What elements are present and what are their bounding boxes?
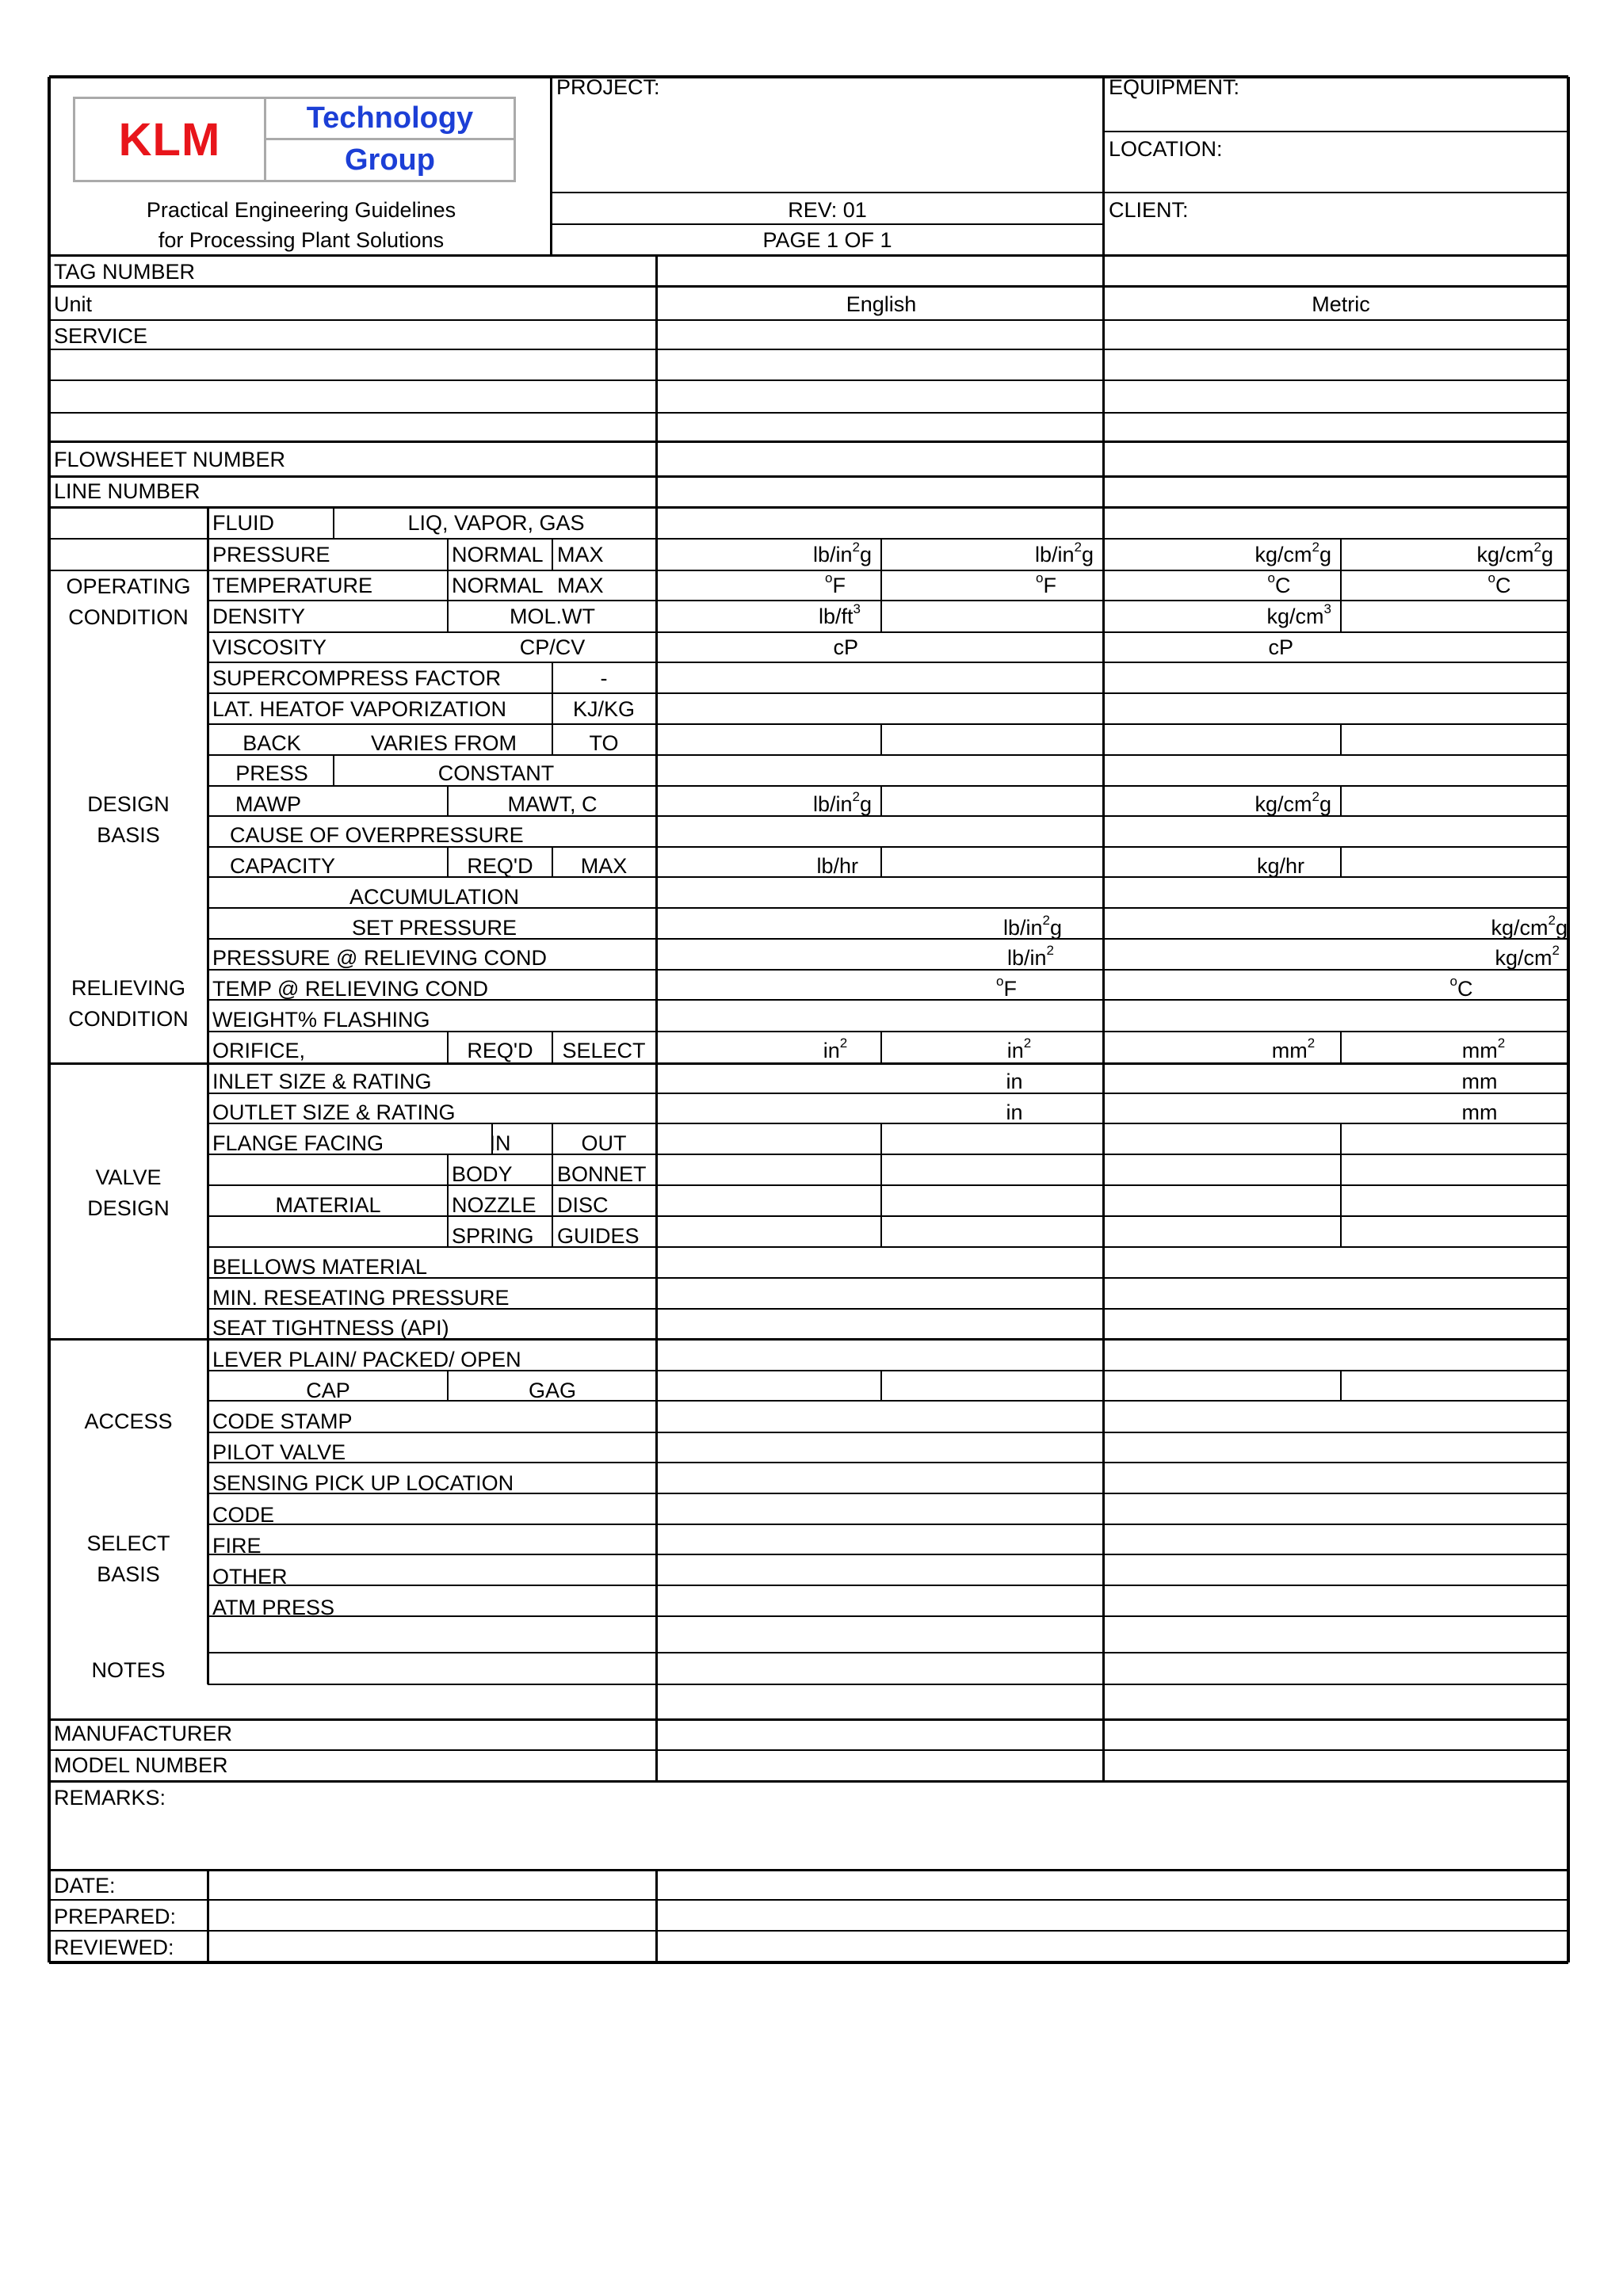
- atm-label: ATM PRESS: [212, 1596, 335, 1619]
- density-label: DENSITY: [212, 605, 306, 628]
- service-label: SERVICE: [54, 324, 148, 348]
- flange-label: FLANGE FACING: [212, 1131, 384, 1155]
- unit-kgcm2g-1: $kg/cm^2g$: [1254, 540, 1331, 566]
- logo-line1: Technology: [306, 101, 474, 135]
- supercompress-label: SUPERCOMPRESS FACTOR: [212, 666, 502, 690]
- subtitle-1: Practical Engineering Guidelines: [146, 198, 456, 222]
- cap-max: MAX: [580, 854, 628, 878]
- section-operating-0: OPERATING: [66, 574, 191, 598]
- sensing-label: SENSING PICK UP LOCATION: [212, 1471, 514, 1495]
- client-label: CLIENT:: [1109, 198, 1189, 222]
- unit-lbin2g-1: $lb/in^2g$: [812, 540, 872, 566]
- logo-line2: Group: [345, 143, 435, 177]
- gag-label: GAG: [528, 1379, 577, 1402]
- set-pressure-label: SET PRESSURE: [351, 916, 517, 940]
- unit-cP-2: cP: [1268, 635, 1293, 659]
- orifice-reqd: REQ'D: [467, 1039, 533, 1062]
- cause-label: CAUSE OF OVERPRESSURE: [230, 823, 524, 847]
- code-stamp-label: CODE STAMP: [212, 1409, 353, 1433]
- unit-in-2: in: [1006, 1100, 1023, 1124]
- kjkg-label: KJ/KG: [572, 697, 636, 721]
- model-label: MODEL NUMBER: [54, 1753, 228, 1777]
- section-design-0: DESIGN: [87, 791, 170, 816]
- unit-rel-F: $^o$F: [996, 974, 1017, 1001]
- reviewed-label: REVIEWED:: [54, 1936, 174, 1959]
- unit-kghr: kg/hr: [1256, 854, 1304, 878]
- supercompress-dash: -: [600, 666, 608, 690]
- seat-label: SEAT TIGHTNESS (API): [212, 1316, 449, 1340]
- accumulation-label: ACCUMULATION: [349, 885, 520, 909]
- section-relieving-1: CONDITION: [68, 1006, 189, 1031]
- section-valve-0: VALVE: [95, 1165, 162, 1189]
- unit-in2-1: $in^2$: [823, 1035, 848, 1062]
- unit-C-2: $^o$C: [1487, 570, 1511, 597]
- project-label: PROJECT:: [556, 75, 660, 99]
- bellows-label: BELLOWS MATERIAL: [212, 1255, 428, 1279]
- metric-label: Metric: [1312, 292, 1370, 316]
- section-select-0: SELECT: [86, 1531, 170, 1555]
- unit-lbft3: $lb/ft^3$: [819, 601, 861, 628]
- unit-in2-2: $in^2$: [1006, 1035, 1032, 1062]
- rev-label: REV: 01: [788, 198, 867, 222]
- english-label: English: [846, 292, 917, 316]
- varies-label: VARIES FROM: [370, 731, 517, 755]
- outlet-label: OUTLET SIZE & RATING: [212, 1100, 456, 1124]
- section-design-1: BASIS: [97, 822, 160, 847]
- fluid-options: LIQ, VAPOR, GAS: [407, 511, 585, 535]
- body-label: BODY: [452, 1162, 513, 1186]
- min-reseat-label: MIN. RESEATING PRESSURE: [212, 1286, 510, 1310]
- unit-F-2: $^o$F: [1036, 570, 1056, 597]
- klm-logo: [73, 97, 516, 182]
- unit-mawp-lb: $lb/in^2g$: [812, 789, 872, 816]
- unit-kgcm2g-2: $kg/cm^2g$: [1476, 540, 1553, 566]
- rel-temp-label: TEMP @ RELIEVING COND: [212, 977, 488, 1001]
- unit-mm2-1: $mm^2$: [1271, 1035, 1316, 1062]
- pressure-max: MAX: [557, 543, 604, 566]
- press-label: PRESS: [235, 761, 308, 785]
- flange-in: IN: [489, 1131, 511, 1155]
- inlet-label: INLET SIZE & RATING: [212, 1070, 432, 1093]
- unit-mm2-2: $mm^2$: [1461, 1035, 1506, 1062]
- unit-set-kg: $kg/cm^2g$: [1491, 913, 1568, 940]
- lever-label: LEVER PLAIN/ PACKED/ OPEN: [212, 1348, 521, 1371]
- unit-set-lb: $lb/in^2g$: [1002, 913, 1062, 940]
- section-select-1: BASIS: [97, 1562, 160, 1586]
- temp-max: MAX: [557, 574, 604, 597]
- remarks-label: REMARKS:: [54, 1786, 166, 1810]
- manufacturer-label: MANUFACTURER: [54, 1722, 233, 1745]
- fire-label: FIRE: [212, 1534, 262, 1558]
- page-label: PAGE 1 OF 1: [762, 228, 892, 252]
- unit-label: Unit: [54, 292, 93, 316]
- unit-rel-C: $^o$C: [1449, 974, 1473, 1001]
- unit-rel-lb: $lb/in^2$: [1007, 943, 1054, 970]
- pilot-label: PILOT VALVE: [212, 1440, 346, 1464]
- line-number-label: LINE NUMBER: [54, 479, 200, 503]
- unit-F-1: $^o$F: [825, 570, 846, 597]
- subtitle-2: for Processing Plant Solutions: [158, 228, 445, 252]
- unit-mawp-kg: $kg/cm^2g$: [1254, 789, 1331, 816]
- unit-kgcm3: $kg/cm^3$: [1266, 601, 1331, 628]
- rel-pressure-label: PRESSURE @ RELIEVING COND: [212, 946, 547, 970]
- temperature-label: TEMPERATURE: [212, 574, 373, 597]
- material-label: MATERIAL: [275, 1193, 381, 1217]
- disc-label: DISC: [557, 1193, 609, 1217]
- pressure-label: PRESSURE: [212, 543, 330, 566]
- flowsheet-label: FLOWSHEET NUMBER: [54, 448, 286, 471]
- lat-heat-label: LAT. HEATOF VAPORIZATION: [212, 697, 507, 721]
- prepared-label: PREPARED:: [54, 1905, 177, 1928]
- unit-mm-2: mm: [1461, 1100, 1498, 1124]
- unit-C-1: $^o$C: [1267, 570, 1291, 597]
- unit-cP-1: cP: [833, 635, 858, 659]
- unit-rel-kg: $kg/cm^2$: [1495, 943, 1560, 970]
- nozzle-label: NOZZLE: [452, 1193, 537, 1217]
- code-label: CODE: [212, 1503, 275, 1527]
- orifice-label: ORIFICE,: [212, 1039, 306, 1062]
- fluid-label: FLUID: [212, 511, 275, 535]
- flashing-label: WEIGHT% FLASHING: [212, 1008, 430, 1032]
- equipment-label: EQUIPMENT:: [1109, 75, 1240, 99]
- tag-number: TAG NUMBER: [54, 260, 196, 284]
- cpcv-label: CP/CV: [519, 635, 586, 659]
- section-valve-1: DESIGN: [87, 1196, 170, 1220]
- section-operating-1: CONDITION: [68, 605, 189, 629]
- section-access-0: ACCESS: [84, 1409, 173, 1433]
- flange-out: OUT: [581, 1131, 627, 1155]
- constant-label: CONSTANT: [437, 761, 555, 785]
- cap-reqd: REQ'D: [467, 854, 533, 878]
- spring-label: SPRING: [452, 1224, 534, 1248]
- mawp-label: MAWP: [235, 792, 301, 816]
- to-label: TO: [589, 731, 619, 755]
- mawt-label: MAWT, C: [507, 792, 598, 816]
- logo-brand: KLM: [118, 113, 221, 166]
- unit-lbin2g-2: $lb/in^2g$: [1034, 540, 1094, 566]
- section-notes-0: NOTES: [91, 1658, 166, 1682]
- cap-label: CAP: [306, 1379, 350, 1402]
- temp-normal: NORMAL: [452, 574, 544, 597]
- pressure-normal: NORMAL: [452, 543, 544, 566]
- guides-label: GUIDES: [557, 1224, 640, 1248]
- viscosity-label: VISCOSITY: [212, 635, 327, 659]
- unit-in-1: in: [1006, 1070, 1023, 1093]
- bonnet-label: BONNET: [557, 1162, 647, 1186]
- capacity-label: CAPACITY: [230, 854, 336, 878]
- location-label: LOCATION:: [1109, 137, 1223, 161]
- unit-mm-1: mm: [1461, 1070, 1498, 1093]
- other-label: OTHER: [212, 1565, 288, 1589]
- date-label: DATE:: [54, 1874, 116, 1897]
- section-relieving-0: RELIEVING: [71, 975, 186, 1000]
- back-label: BACK: [242, 731, 301, 755]
- orifice-select: SELECT: [562, 1039, 646, 1062]
- unit-lbhr: lb/hr: [816, 854, 858, 878]
- molwt-label: MOL.WT: [510, 605, 595, 628]
